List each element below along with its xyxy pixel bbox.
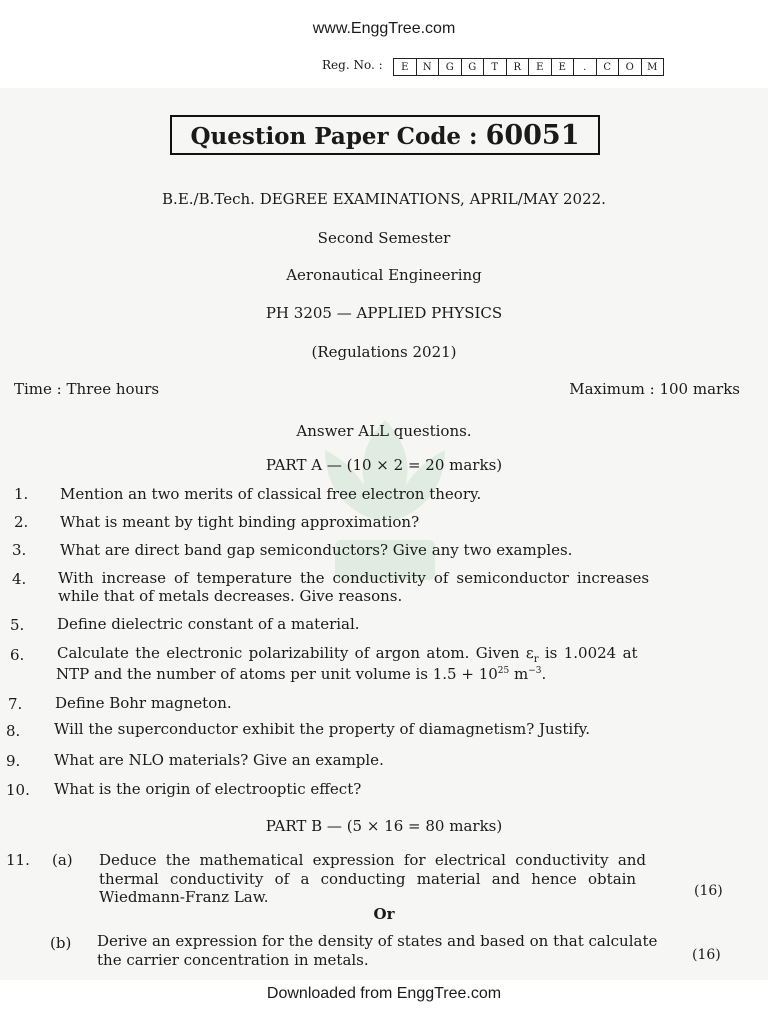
reg-box: O [619,59,642,75]
reg-box: G [462,59,485,75]
question-number: 10. [6,781,30,799]
question-text: NTP and the number of atoms per unit volume is $1.5 + 10^{25}$ $m^{-3}$. [56,665,547,683]
question-paper-code: 60051 [485,120,580,151]
question-number: 5. [10,616,25,634]
reg-box: R [507,59,530,75]
site-header-url[interactable]: www.EnggTree.com [312,20,456,37]
question-text: What is meant by tight binding approximation? [60,513,420,531]
time-allowed: Time : Three hours [14,380,160,398]
question-text: What are NLO materials? Give an example. [54,751,384,769]
reg-no-label: Reg. No. : [322,58,383,72]
sub-question-label: (a) [52,851,73,869]
question-paper-code-box [170,115,600,155]
question-number: 1. [14,485,29,503]
question-text: thermal conductivity of a conducting material and hence obtain [99,870,637,888]
question-text: the carrier concentration in metals. [97,951,369,969]
question-text: Derive an expression for the density of states and based on that calculate [97,932,658,950]
reg-box: T [484,59,507,75]
exam-title: B.E./B.Tech. DEGREE EXAMINATIONS, APRIL/MAY 2022. [162,190,606,208]
marks: (16) [692,947,721,963]
question-number: 4. [12,570,27,588]
reg-box: N [417,59,440,75]
question-text: while that of metals decreases. Give reasons. [58,587,403,605]
reg-no-boxes [393,58,664,76]
part-a-heading: PART A — (10 × 2 = 20 marks) [265,456,503,474]
reg-box: E [552,59,575,75]
reg-box: C [597,59,620,75]
part-b-heading: PART B — (5 × 16 = 80 marks) [265,817,503,835]
question-text: Define dielectric constant of a material. [57,615,360,633]
semester: Second Semester [317,229,451,247]
question-text: Mention an two merits of classical free electron theory. [60,485,482,503]
question-number: 2. [14,513,29,531]
reg-box: G [439,59,462,75]
reg-box: E [394,59,417,75]
reg-box: . [574,59,597,75]
or-separator: Or [373,905,395,923]
question-paper-code-label: Question Paper Code : [190,123,478,150]
question-number: 8. [6,722,21,740]
question-text: Wiedmann-Franz Law. [99,888,269,906]
reg-box: M [647,61,658,73]
question-text: Calculate the electronic polarizability of argon atom. Given $\varepsilon_r$ is 1.0024 at [57,644,638,665]
question-number: 11. [6,851,30,869]
regulations: (Regulations 2021) [311,343,457,361]
question-text: Define Bohr magneton. [55,694,232,712]
reg-box: E [529,59,552,75]
question-number: 7. [8,695,23,713]
question-number: 9. [6,752,21,770]
question-number: 3. [12,541,27,559]
question-text: With increase of temperature the conductivity of semiconductor increases [58,569,650,587]
question-text: Deduce the mathematical expression for electrical conductivity and [99,851,647,869]
question-number: 6. [10,646,25,664]
maximum-marks: Maximum : 100 marks [569,380,740,398]
question-text: What is the origin of electrooptic effect? [54,780,362,798]
instruction: Answer ALL questions. [296,422,472,440]
subject: PH 3205 — APPLIED PHYSICS [265,304,503,322]
footer-download-credit[interactable]: Downloaded from EnggTree.com [266,985,502,1002]
sub-question-label: (b) [50,934,72,952]
branch: Aeronautical Engineering [286,266,482,284]
marks: (16) [694,883,723,899]
question-text: What are direct band gap semiconductors? Give any two examples. [60,541,573,559]
question-text: Will the superconductor exhibit the property of diamagnetism? Justify. [54,720,591,738]
